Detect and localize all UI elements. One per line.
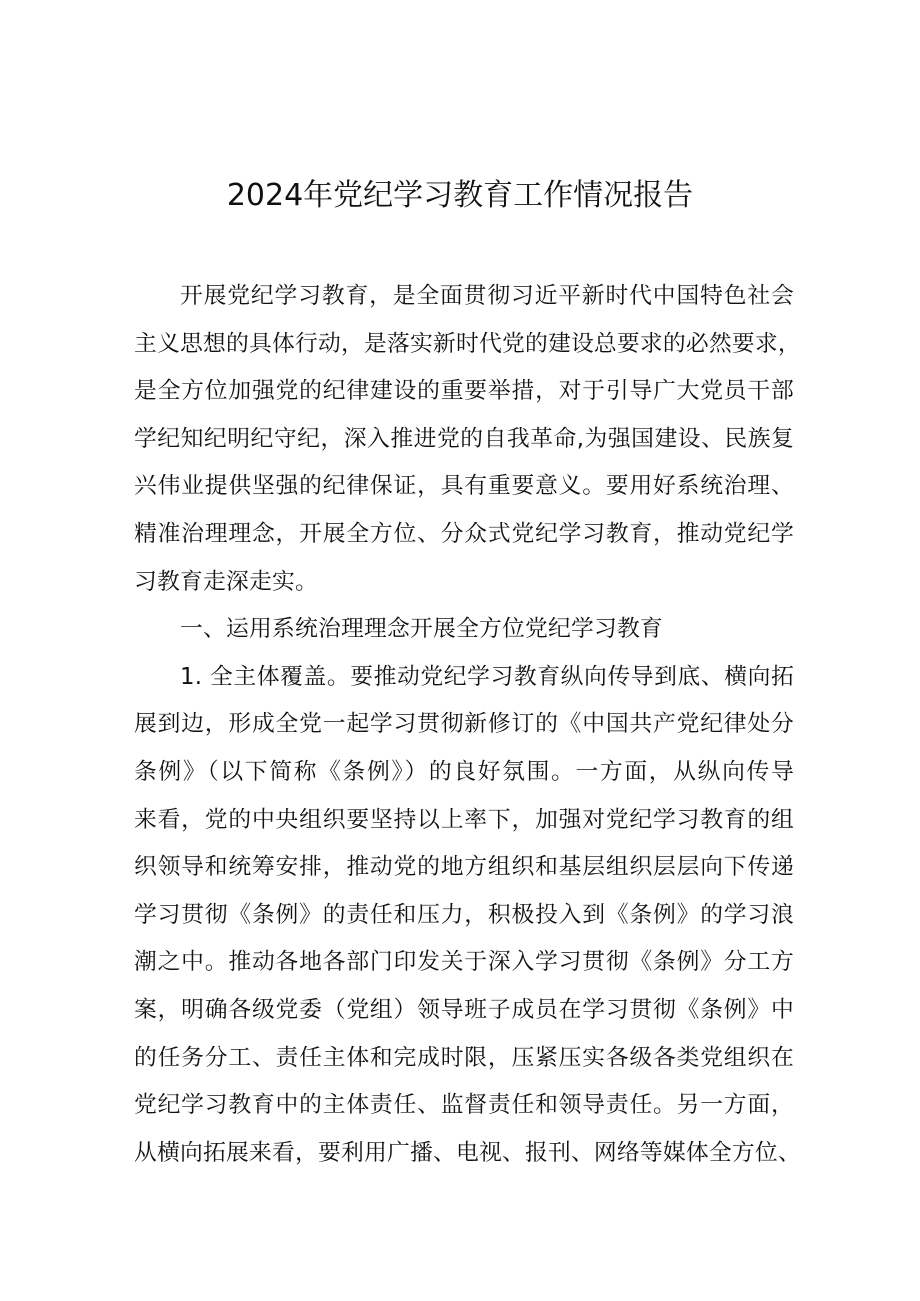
paragraph-line: 条例》（以下简称《条例》）的良好氛围。一方面，从纵向传导	[134, 758, 794, 785]
section-heading: 一、运用系统治理理念开展全方位党纪学习教育	[180, 616, 663, 643]
paragraph-line: 案，明确各级党委（党组）领导班子成员在学习贯彻《条例》中	[134, 996, 794, 1023]
paragraph-line: 党纪学习教育中的主体责任、监督责任和领导责任。另一方面，	[134, 1092, 794, 1119]
document-title: 2024年党纪学习教育工作情况报告	[226, 178, 694, 213]
paragraph-line: 织领导和统筹安排，推动党的地方组织和基层组织层层向下传递	[134, 854, 794, 881]
paragraph-line: 的任务分工、责任主体和完成时限，压紧压实各级各类党组织在	[134, 1044, 794, 1071]
paragraph-line: 习教育走深走实。	[134, 568, 318, 595]
paragraph-line: 学纪知纪明纪守纪，深入推进党的自我革命,为强国建设、民族复	[134, 425, 794, 452]
paragraph-line: 学习贯彻《条例》的责任和压力，积极投入到《条例》的学习浪	[134, 901, 794, 928]
paragraph-line: 展到边，形成全党一起学习贯彻新修订的《中国共产党纪律处分	[134, 711, 794, 738]
paragraph-line: 来看，党的中央组织要坚持以上率下，加强对党纪学习教育的组	[134, 806, 794, 833]
paragraph-line: 从横向拓展来看，要利用广播、电视、报刊、网络等媒体全方位、	[134, 1139, 801, 1166]
paragraph-line: 1. 全主体覆盖。要推动党纪学习教育纵向传导到底、横向拓	[180, 663, 794, 690]
paragraph-line: 兴伟业提供坚强的纪律保证，具有重要意义。要用好系统治理、	[134, 473, 794, 500]
paragraph-line: 开展党纪学习教育，是全面贯彻习近平新时代中国特色社会	[180, 283, 794, 309]
document-body	[134, 273, 801, 1177]
paragraph-line: 精准治理理念，开展全方位、分众式党纪学习教育，推动党纪学	[134, 520, 794, 547]
paragraph-line: 潮之中。推动各地各部门印发关于深入学习贯彻《条例》分工方	[134, 949, 794, 976]
paragraph-line: 是全方位加强党的纪律建设的重要举措，对于引导广大党员干部	[134, 378, 794, 405]
paragraph-line: 主义思想的具体行动，是落实新时代党的建设总要求的必然要求，	[134, 330, 801, 357]
